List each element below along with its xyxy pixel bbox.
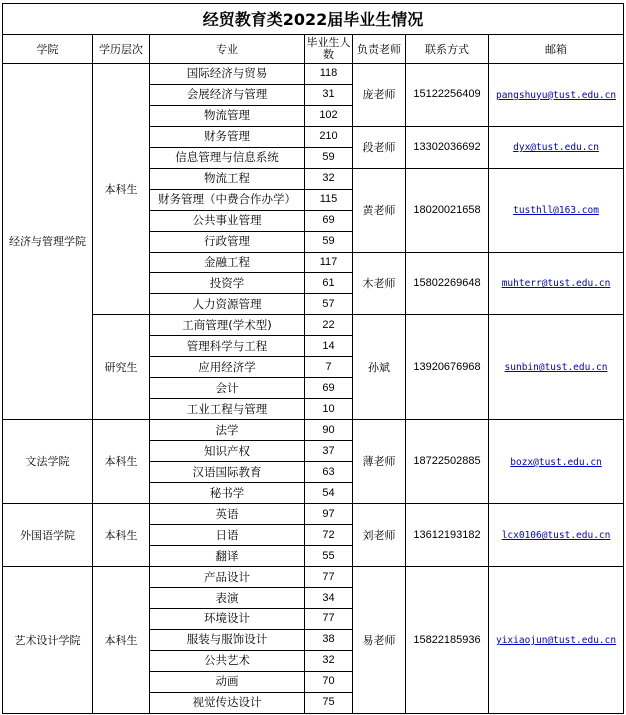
major-cell: 汉语国际教育 [150, 462, 305, 483]
header-teacher: 负责老师 [353, 35, 406, 63]
teacher-cell: 孙斌 [353, 315, 406, 420]
major-cell: 应用经济学 [150, 357, 305, 378]
count-cell: 210 [305, 126, 353, 147]
email-cell [489, 315, 624, 420]
major-cell: 管理科学与工程 [150, 336, 305, 357]
table-row [3, 567, 624, 588]
email-link[interactable]: dyx@tust.edu.cn [513, 142, 599, 154]
major-cell: 工商管理(学术型) [150, 315, 305, 336]
major-cell: 物流工程 [150, 168, 305, 189]
phone-cell: 18020021658 [406, 168, 489, 252]
count-cell: 37 [305, 441, 353, 462]
count-cell: 97 [305, 504, 353, 525]
count-cell: 102 [305, 105, 353, 126]
college-cell: 艺术设计学院 [3, 567, 93, 714]
teacher-cell: 易老师 [353, 567, 406, 714]
email-cell [489, 252, 624, 315]
major-cell: 会展经济与管理 [150, 84, 305, 105]
major-cell: 法学 [150, 420, 305, 441]
count-cell: 72 [305, 525, 353, 546]
count-cell: 69 [305, 210, 353, 231]
email-cell [489, 168, 624, 252]
count-cell: 69 [305, 378, 353, 399]
header-count: 毕业生人数 [305, 35, 353, 63]
major-cell: 金融工程 [150, 252, 305, 273]
count-cell: 77 [305, 608, 353, 629]
phone-cell: 15822185936 [406, 567, 489, 714]
count-cell: 115 [305, 189, 353, 210]
email-cell [489, 420, 624, 504]
major-cell: 知识产权 [150, 441, 305, 462]
level-cell: 本科生 [93, 63, 150, 315]
table-row [3, 420, 624, 441]
teacher-cell: 木老师 [353, 252, 406, 315]
count-cell: 90 [305, 420, 353, 441]
phone-cell: 15802269648 [406, 252, 489, 315]
major-cell: 视觉传达设计 [150, 692, 305, 713]
email-cell [489, 63, 624, 126]
table-row [3, 504, 624, 525]
teacher-cell: 刘老师 [353, 504, 406, 567]
major-cell: 财务管理 [150, 126, 305, 147]
major-cell: 工业工程与管理 [150, 399, 305, 420]
phone-cell: 13612193182 [406, 504, 489, 567]
email-link[interactable]: yixiaojun@tust.edu.cn [495, 635, 617, 647]
count-cell: 77 [305, 567, 353, 588]
count-cell: 7 [305, 357, 353, 378]
teacher-cell: 薄老师 [353, 420, 406, 504]
major-cell: 服装与服饰设计 [150, 629, 305, 650]
count-cell: 70 [305, 671, 353, 692]
count-cell: 14 [305, 336, 353, 357]
header-major: 专业 [150, 35, 305, 63]
phone-cell: 15122256409 [406, 63, 489, 126]
email-link[interactable]: bozx@tust.edu.cn [510, 456, 602, 468]
level-cell: 本科生 [93, 567, 150, 714]
major-cell: 公共艺术 [150, 650, 305, 671]
college-cell: 经济与管理学院 [3, 63, 93, 419]
email-link[interactable]: muhterr@tust.edu.cn [501, 278, 611, 290]
major-cell: 人力资源管理 [150, 294, 305, 315]
major-cell: 国际经济与贸易 [150, 63, 305, 84]
header-contact: 联系方式 [406, 35, 489, 63]
count-cell: 63 [305, 462, 353, 483]
level-cell: 本科生 [93, 504, 150, 567]
email-link[interactable]: pangshuyu@tust.edu.cn [495, 89, 617, 101]
major-cell: 产品设计 [150, 567, 305, 588]
table-row [3, 63, 624, 84]
teacher-cell: 段老师 [353, 126, 406, 168]
email-cell [489, 504, 624, 567]
major-cell: 秘书学 [150, 483, 305, 504]
table-row [3, 315, 624, 336]
count-cell: 61 [305, 273, 353, 294]
count-cell: 117 [305, 252, 353, 273]
major-cell: 物流管理 [150, 105, 305, 126]
count-cell: 38 [305, 629, 353, 650]
major-cell: 表演 [150, 588, 305, 609]
email-link[interactable]: tusthll@163.com [513, 205, 599, 217]
email-link[interactable]: lcx0106@tust.edu.cn [501, 530, 611, 542]
count-cell: 118 [305, 63, 353, 84]
email-link[interactable]: sunbin@tust.edu.cn [504, 362, 608, 374]
major-cell: 英语 [150, 504, 305, 525]
level-cell: 本科生 [93, 420, 150, 504]
count-cell: 34 [305, 588, 353, 609]
phone-cell: 13920676968 [406, 315, 489, 420]
count-cell: 32 [305, 168, 353, 189]
count-cell: 10 [305, 399, 353, 420]
email-cell [489, 567, 624, 714]
count-cell: 59 [305, 231, 353, 252]
header-level: 学历层次 [93, 35, 150, 63]
major-cell: 动画 [150, 671, 305, 692]
major-cell: 会计 [150, 378, 305, 399]
table-title: 经贸教育类2022届毕业生情况 [3, 4, 624, 35]
major-cell: 财务管理（中费合作办学） [150, 189, 305, 210]
header-email: 邮箱 [489, 35, 624, 63]
email-cell [489, 126, 624, 168]
count-cell: 75 [305, 692, 353, 713]
major-cell: 行政管理 [150, 231, 305, 252]
teacher-cell: 庞老师 [353, 63, 406, 126]
phone-cell: 13302036692 [406, 126, 489, 168]
teacher-cell: 黄老师 [353, 168, 406, 252]
count-cell: 55 [305, 546, 353, 567]
graduate-table [2, 3, 624, 714]
college-cell: 外国语学院 [3, 504, 93, 567]
count-cell: 22 [305, 315, 353, 336]
level-cell: 研究生 [93, 315, 150, 420]
header-row [3, 35, 624, 63]
major-cell: 环境设计 [150, 608, 305, 629]
major-cell: 公共事业管理 [150, 210, 305, 231]
phone-cell: 18722502885 [406, 420, 489, 504]
college-cell: 文法学院 [3, 420, 93, 504]
header-college: 学院 [3, 35, 93, 63]
major-cell: 信息管理与信息系统 [150, 147, 305, 168]
major-cell: 投资学 [150, 273, 305, 294]
count-cell: 57 [305, 294, 353, 315]
count-cell: 54 [305, 483, 353, 504]
major-cell: 翻译 [150, 546, 305, 567]
count-cell: 31 [305, 84, 353, 105]
count-cell: 59 [305, 147, 353, 168]
major-cell: 日语 [150, 525, 305, 546]
count-cell: 32 [305, 650, 353, 671]
